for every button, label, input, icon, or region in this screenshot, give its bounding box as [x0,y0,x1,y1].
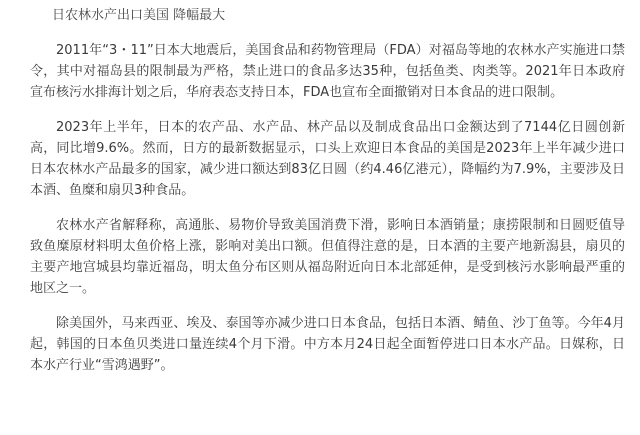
article-paragraph-2: 2023年上半年，日本的农产品、水产品、林产品以及制成食品出口金额达到了7144亿日圆创新高，同比增9.6%。然而，日方的最新数据显示，口头上欢迎日本食品的美国是2023年上半年减少进口日本农林水产品最多的国家，减少进口额达到83亿日圆（约4.46亿港元），降幅约为7.9%，主要涉及日本酒、鱼糜和扇贝3种食品。 [30,120,625,198]
article-paragraph-3: 农林水产省解释称，高通胀、易物价导致美国消费下滑，影响日本酒销量；康捞限制和日圆贬值导致鱼糜原材料明太鱼价格上涨，影响对美出口额。但值得注意的是，日本酒的主要产地新潟县，扇贝的主要产地宫城县均靠近福岛，明太鱼分布区则从福岛附近向日本北部延伸，是受到核污水影响最严重的地区之一。 [30,218,625,296]
article-headline: 日农林水产出口美国 降幅最大 [52,8,226,23]
article-paragraph-4: 除美国外，马来西亚、埃及、泰国等亦减少进口日本食品，包括日本酒、鲭鱼、沙丁鱼等。今年4月起，韩国的日本鱼贝类进口量连续4个月下滑。中方本月24日起全面暂停进口日本水产品。日媒称，日本水产行业“雪鸿遇野”。 [30,316,625,373]
article [30,6,625,390]
article-paragraph-1: 2011年“3・11”日本大地震后，美国食品和药物管理局（FDA）对福岛等地的农林水产实施进口禁令，其中对福岛县的限制最为严格，禁止进口的食品多达35种，包括鱼类、肉类等。2021年日本政府宣布核污水排海计划之后，华府表态支持日本，FDA也宣布全面撤销对日本食品的进口限制。 [30,43,625,100]
